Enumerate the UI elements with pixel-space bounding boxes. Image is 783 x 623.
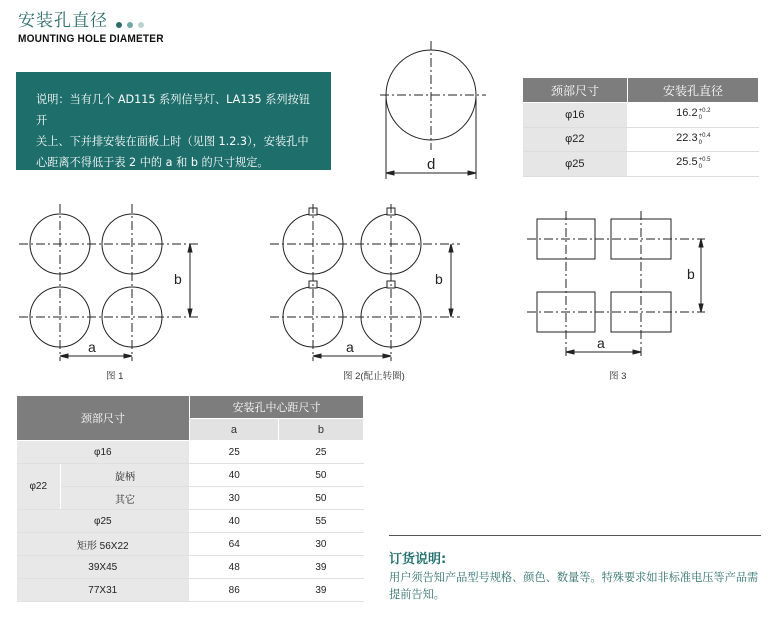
figure-3-drawing xyxy=(525,206,725,391)
page-title: 安装孔直径 xyxy=(18,11,108,31)
distance-table xyxy=(16,395,364,602)
tol-lower: 0 xyxy=(698,139,702,146)
dist-b: 25 xyxy=(278,441,363,464)
tol-upper: +0.4 xyxy=(698,132,711,139)
dist-b: 39 xyxy=(278,556,363,579)
table-row xyxy=(17,441,364,464)
table-row xyxy=(523,152,759,177)
dist-subtype: 旋柄 xyxy=(61,464,190,487)
dist-b: 39 xyxy=(278,579,363,602)
table-row xyxy=(17,556,364,579)
dist-a: 86 xyxy=(190,579,279,602)
figure-1-drawing xyxy=(14,196,214,391)
fig3-b-label: b xyxy=(687,266,695,282)
dist-a: 25 xyxy=(190,441,279,464)
fig1-a-label: a xyxy=(88,339,96,355)
dist-header-a: a xyxy=(190,419,279,441)
note-line-2: 关上、下并排安装在面板上时（见图 1.2.3），安装孔中 xyxy=(36,135,309,148)
note-box xyxy=(16,72,331,170)
dist-header-group: 安装孔中心距尺寸 xyxy=(190,396,364,419)
spec-size: φ25 xyxy=(523,152,628,177)
hole-diameter-drawing xyxy=(370,38,495,183)
dist-b: 30 xyxy=(278,533,363,556)
dist-header-b: b xyxy=(278,419,363,441)
hole-d-label: d xyxy=(427,156,436,173)
fig2-a-label: a xyxy=(346,339,354,355)
fig1-caption: 图 1 xyxy=(106,371,124,382)
fig3-a-label: a xyxy=(597,335,605,351)
dist-size: φ16 xyxy=(17,441,190,464)
fig3-caption: 图 3 xyxy=(609,371,627,382)
dist-size: 39X45 xyxy=(17,556,190,579)
order-text: 用户须告知产品型号规格、颜色、数量等。特殊要求如非标准电压等产品需提前告知。 xyxy=(389,571,759,601)
dist-size: 77X31 xyxy=(17,579,190,602)
dist-header-size: 颈部尺寸 xyxy=(17,396,190,441)
dist-a: 30 xyxy=(190,487,279,510)
order-title: 订货说明: xyxy=(389,552,447,567)
tol-upper: +0.5 xyxy=(698,157,711,164)
dot-2 xyxy=(127,22,133,28)
table-row xyxy=(17,579,364,602)
tol-lower: 0 xyxy=(698,164,702,171)
fig2-caption: 图 2(配止转圈) xyxy=(343,371,405,382)
table-row xyxy=(523,103,759,128)
dist-a: 48 xyxy=(190,556,279,579)
dist-a: 40 xyxy=(190,510,279,533)
spec-value-number: 16.2 xyxy=(676,107,698,120)
spec-tolerance xyxy=(699,108,711,122)
tol-lower: 0 xyxy=(698,115,702,122)
figure-2-drawing xyxy=(265,196,495,391)
order-divider xyxy=(389,535,761,536)
spec-value xyxy=(628,103,759,128)
table-row xyxy=(17,533,364,556)
dot-3 xyxy=(138,22,144,28)
dist-a: 64 xyxy=(190,533,279,556)
dist-b: 50 xyxy=(278,487,363,510)
spec-value-number: 25.5 xyxy=(676,156,698,169)
spec-size: φ16 xyxy=(523,103,628,128)
dist-subtype: 其它 xyxy=(61,487,190,510)
dist-a: 40 xyxy=(190,464,279,487)
spec-table xyxy=(522,77,759,177)
table-row xyxy=(17,464,364,487)
spec-value xyxy=(628,152,759,177)
title-dots xyxy=(116,13,149,32)
table-row xyxy=(523,127,759,152)
dist-b: 50 xyxy=(278,464,363,487)
note-line-3: 心距离不得低于表 2 中的 a 和 b 的尺寸规定。 xyxy=(36,156,269,169)
dist-size: 矩形 56X22 xyxy=(17,533,190,556)
spec-tolerance xyxy=(699,133,711,147)
tol-upper: +0.2 xyxy=(698,108,711,115)
spec-value-number: 22.3 xyxy=(676,131,698,144)
spec-header-size: 颈部尺寸 xyxy=(523,78,628,103)
fig2-b-label: b xyxy=(435,271,443,287)
table-row xyxy=(17,487,364,510)
dot-1 xyxy=(116,22,122,28)
note-line-1: 说明：当有几个 AD115 系列信号灯、LA135 系列按钮开 xyxy=(36,93,310,127)
dist-size: φ22 xyxy=(17,464,61,510)
spec-header-diameter: 安装孔直径 xyxy=(628,78,759,103)
fig1-b-label: b xyxy=(174,271,182,287)
dist-size: φ25 xyxy=(17,510,190,533)
spec-value xyxy=(628,127,759,152)
spec-size: φ22 xyxy=(523,127,628,152)
page-subtitle: MOUNTING HOLE DIAMETER xyxy=(18,33,164,45)
table-row xyxy=(17,510,364,533)
dist-b: 55 xyxy=(278,510,363,533)
spec-tolerance xyxy=(699,157,711,171)
